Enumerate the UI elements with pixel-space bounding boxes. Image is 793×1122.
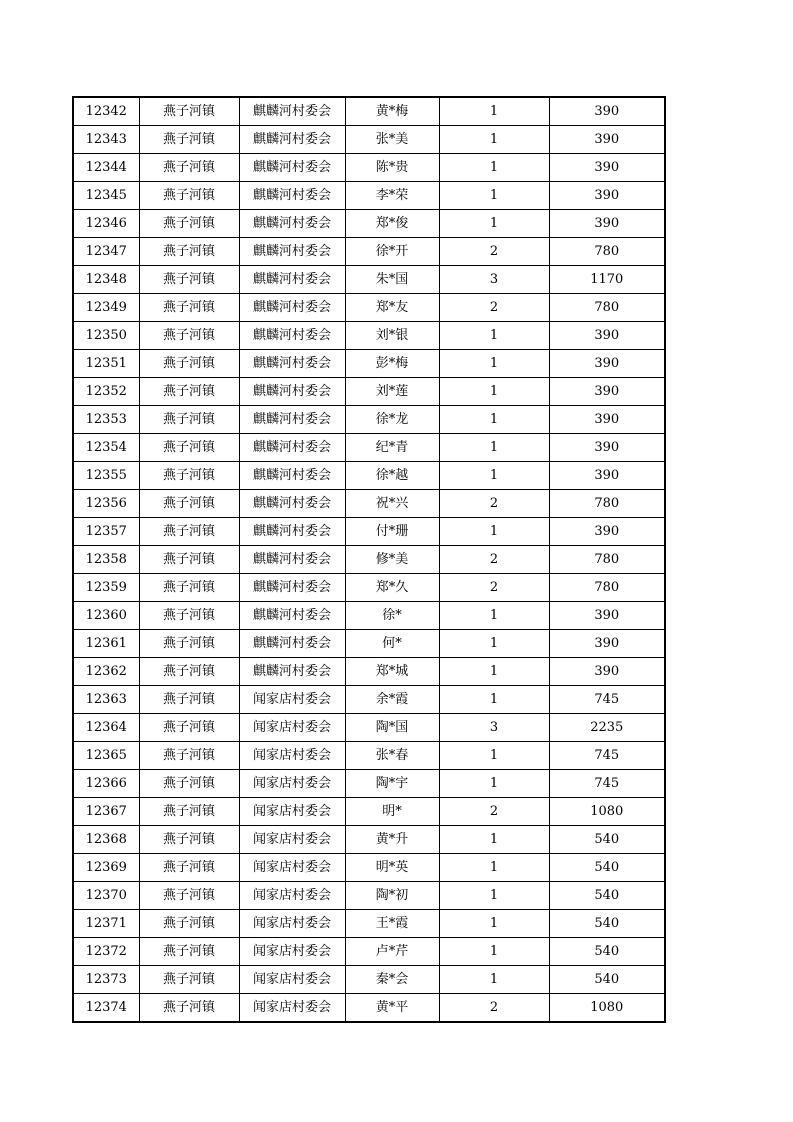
village-committee-cell: 闻家店村委会 bbox=[239, 714, 345, 742]
village-committee-cell: 闻家店村委会 bbox=[239, 742, 345, 770]
amount-cell: 390 bbox=[549, 154, 665, 182]
town-cell: 燕子河镇 bbox=[139, 378, 239, 406]
count-cell: 3 bbox=[439, 714, 549, 742]
name-cell: 陶*宇 bbox=[345, 770, 439, 798]
amount-cell: 390 bbox=[549, 378, 665, 406]
table-row bbox=[73, 434, 665, 462]
name-cell: 刘*莲 bbox=[345, 378, 439, 406]
name-cell: 刘*银 bbox=[345, 322, 439, 350]
count-cell: 1 bbox=[439, 882, 549, 910]
name-cell: 张*春 bbox=[345, 742, 439, 770]
amount-cell: 540 bbox=[549, 910, 665, 938]
row-number-cell: 12361 bbox=[73, 630, 139, 658]
row-number-cell: 12352 bbox=[73, 378, 139, 406]
count-cell: 1 bbox=[439, 910, 549, 938]
village-committee-cell: 闻家店村委会 bbox=[239, 994, 345, 1023]
village-committee-cell: 麒麟河村委会 bbox=[239, 462, 345, 490]
row-number-cell: 12363 bbox=[73, 686, 139, 714]
table-row bbox=[73, 546, 665, 574]
amount-cell: 780 bbox=[549, 294, 665, 322]
name-cell: 徐*龙 bbox=[345, 406, 439, 434]
name-cell: 黄*平 bbox=[345, 994, 439, 1023]
town-cell: 燕子河镇 bbox=[139, 910, 239, 938]
table-row bbox=[73, 574, 665, 602]
row-number-cell: 12353 bbox=[73, 406, 139, 434]
count-cell: 1 bbox=[439, 434, 549, 462]
count-cell: 2 bbox=[439, 994, 549, 1023]
name-cell: 陶*初 bbox=[345, 882, 439, 910]
table-row bbox=[73, 938, 665, 966]
amount-cell: 390 bbox=[549, 630, 665, 658]
town-cell: 燕子河镇 bbox=[139, 210, 239, 238]
table-row bbox=[73, 182, 665, 210]
table-row bbox=[73, 378, 665, 406]
name-cell: 郑*友 bbox=[345, 294, 439, 322]
town-cell: 燕子河镇 bbox=[139, 434, 239, 462]
village-committee-cell: 闻家店村委会 bbox=[239, 966, 345, 994]
row-number-cell: 12345 bbox=[73, 182, 139, 210]
count-cell: 1 bbox=[439, 826, 549, 854]
village-committee-cell: 麒麟河村委会 bbox=[239, 97, 345, 126]
row-number-cell: 12367 bbox=[73, 798, 139, 826]
village-committee-cell: 闻家店村委会 bbox=[239, 938, 345, 966]
town-cell: 燕子河镇 bbox=[139, 154, 239, 182]
town-cell: 燕子河镇 bbox=[139, 602, 239, 630]
village-committee-cell: 麒麟河村委会 bbox=[239, 406, 345, 434]
amount-cell: 780 bbox=[549, 490, 665, 518]
town-cell: 燕子河镇 bbox=[139, 882, 239, 910]
village-committee-cell: 麒麟河村委会 bbox=[239, 266, 345, 294]
table-row bbox=[73, 406, 665, 434]
table-row bbox=[73, 126, 665, 154]
row-number-cell: 12354 bbox=[73, 434, 139, 462]
town-cell: 燕子河镇 bbox=[139, 742, 239, 770]
count-cell: 3 bbox=[439, 266, 549, 294]
town-cell: 燕子河镇 bbox=[139, 294, 239, 322]
row-number-cell: 12355 bbox=[73, 462, 139, 490]
village-committee-cell: 麒麟河村委会 bbox=[239, 434, 345, 462]
town-cell: 燕子河镇 bbox=[139, 266, 239, 294]
town-cell: 燕子河镇 bbox=[139, 182, 239, 210]
village-committee-cell: 麒麟河村委会 bbox=[239, 154, 345, 182]
table-row bbox=[73, 154, 665, 182]
name-cell: 郑*城 bbox=[345, 658, 439, 686]
name-cell: 彭*梅 bbox=[345, 350, 439, 378]
village-committee-cell: 麒麟河村委会 bbox=[239, 238, 345, 266]
town-cell: 燕子河镇 bbox=[139, 490, 239, 518]
town-cell: 燕子河镇 bbox=[139, 126, 239, 154]
village-committee-cell: 麒麟河村委会 bbox=[239, 602, 345, 630]
amount-cell: 390 bbox=[549, 210, 665, 238]
count-cell: 2 bbox=[439, 490, 549, 518]
town-cell: 燕子河镇 bbox=[139, 322, 239, 350]
table-row bbox=[73, 518, 665, 546]
amount-cell: 540 bbox=[549, 938, 665, 966]
name-cell: 何* bbox=[345, 630, 439, 658]
count-cell: 1 bbox=[439, 938, 549, 966]
name-cell: 徐*越 bbox=[345, 462, 439, 490]
count-cell: 2 bbox=[439, 546, 549, 574]
table-body bbox=[73, 97, 665, 1022]
amount-cell: 390 bbox=[549, 322, 665, 350]
amount-cell: 1080 bbox=[549, 798, 665, 826]
amount-cell: 1170 bbox=[549, 266, 665, 294]
amount-cell: 390 bbox=[549, 658, 665, 686]
town-cell: 燕子河镇 bbox=[139, 686, 239, 714]
count-cell: 1 bbox=[439, 378, 549, 406]
row-number-cell: 12362 bbox=[73, 658, 139, 686]
table-row bbox=[73, 770, 665, 798]
table-row bbox=[73, 294, 665, 322]
row-number-cell: 12371 bbox=[73, 910, 139, 938]
village-committee-cell: 麒麟河村委会 bbox=[239, 378, 345, 406]
table-row bbox=[73, 714, 665, 742]
town-cell: 燕子河镇 bbox=[139, 518, 239, 546]
table-row bbox=[73, 854, 665, 882]
table-row bbox=[73, 658, 665, 686]
village-committee-cell: 麒麟河村委会 bbox=[239, 658, 345, 686]
row-number-cell: 12350 bbox=[73, 322, 139, 350]
count-cell: 1 bbox=[439, 406, 549, 434]
name-cell: 陈*贵 bbox=[345, 154, 439, 182]
table-row bbox=[73, 882, 665, 910]
table-row bbox=[73, 97, 665, 126]
count-cell: 1 bbox=[439, 126, 549, 154]
town-cell: 燕子河镇 bbox=[139, 658, 239, 686]
name-cell: 秦*会 bbox=[345, 966, 439, 994]
count-cell: 1 bbox=[439, 854, 549, 882]
amount-cell: 540 bbox=[549, 826, 665, 854]
town-cell: 燕子河镇 bbox=[139, 994, 239, 1023]
table-row bbox=[73, 630, 665, 658]
row-number-cell: 12344 bbox=[73, 154, 139, 182]
amount-cell: 390 bbox=[549, 602, 665, 630]
row-number-cell: 12347 bbox=[73, 238, 139, 266]
count-cell: 1 bbox=[439, 210, 549, 238]
amount-cell: 2235 bbox=[549, 714, 665, 742]
amount-cell: 390 bbox=[549, 462, 665, 490]
table-row bbox=[73, 602, 665, 630]
village-committee-cell: 闻家店村委会 bbox=[239, 686, 345, 714]
name-cell: 付*珊 bbox=[345, 518, 439, 546]
row-number-cell: 12369 bbox=[73, 854, 139, 882]
amount-cell: 390 bbox=[549, 518, 665, 546]
row-number-cell: 12366 bbox=[73, 770, 139, 798]
count-cell: 1 bbox=[439, 462, 549, 490]
row-number-cell: 12342 bbox=[73, 97, 139, 126]
row-number-cell: 12343 bbox=[73, 126, 139, 154]
name-cell: 朱*国 bbox=[345, 266, 439, 294]
amount-cell: 1080 bbox=[549, 994, 665, 1023]
row-number-cell: 12357 bbox=[73, 518, 139, 546]
name-cell: 徐* bbox=[345, 602, 439, 630]
village-committee-cell: 麒麟河村委会 bbox=[239, 210, 345, 238]
town-cell: 燕子河镇 bbox=[139, 350, 239, 378]
table-row bbox=[73, 994, 665, 1023]
count-cell: 1 bbox=[439, 770, 549, 798]
row-number-cell: 12373 bbox=[73, 966, 139, 994]
name-cell: 张*美 bbox=[345, 126, 439, 154]
row-number-cell: 12374 bbox=[73, 994, 139, 1023]
row-number-cell: 12351 bbox=[73, 350, 139, 378]
amount-cell: 540 bbox=[549, 882, 665, 910]
count-cell: 1 bbox=[439, 154, 549, 182]
amount-cell: 390 bbox=[549, 406, 665, 434]
town-cell: 燕子河镇 bbox=[139, 406, 239, 434]
name-cell: 黄*升 bbox=[345, 826, 439, 854]
row-number-cell: 12359 bbox=[73, 574, 139, 602]
town-cell: 燕子河镇 bbox=[139, 630, 239, 658]
name-cell: 卢*芹 bbox=[345, 938, 439, 966]
amount-cell: 390 bbox=[549, 182, 665, 210]
town-cell: 燕子河镇 bbox=[139, 826, 239, 854]
name-cell: 徐*开 bbox=[345, 238, 439, 266]
row-number-cell: 12365 bbox=[73, 742, 139, 770]
town-cell: 燕子河镇 bbox=[139, 97, 239, 126]
village-committee-cell: 麒麟河村委会 bbox=[239, 294, 345, 322]
count-cell: 1 bbox=[439, 602, 549, 630]
row-number-cell: 12360 bbox=[73, 602, 139, 630]
village-committee-cell: 闻家店村委会 bbox=[239, 798, 345, 826]
row-number-cell: 12349 bbox=[73, 294, 139, 322]
name-cell: 王*霞 bbox=[345, 910, 439, 938]
name-cell: 明*英 bbox=[345, 854, 439, 882]
table-row bbox=[73, 350, 665, 378]
name-cell: 郑*俊 bbox=[345, 210, 439, 238]
village-committee-cell: 麒麟河村委会 bbox=[239, 518, 345, 546]
town-cell: 燕子河镇 bbox=[139, 574, 239, 602]
row-number-cell: 12364 bbox=[73, 714, 139, 742]
amount-cell: 780 bbox=[549, 238, 665, 266]
amount-cell: 745 bbox=[549, 770, 665, 798]
village-committee-cell: 麒麟河村委会 bbox=[239, 322, 345, 350]
count-cell: 1 bbox=[439, 686, 549, 714]
table-row bbox=[73, 910, 665, 938]
town-cell: 燕子河镇 bbox=[139, 854, 239, 882]
town-cell: 燕子河镇 bbox=[139, 938, 239, 966]
name-cell: 明* bbox=[345, 798, 439, 826]
count-cell: 1 bbox=[439, 966, 549, 994]
count-cell: 1 bbox=[439, 630, 549, 658]
table-row bbox=[73, 966, 665, 994]
table-row bbox=[73, 798, 665, 826]
amount-cell: 745 bbox=[549, 686, 665, 714]
count-cell: 2 bbox=[439, 574, 549, 602]
row-number-cell: 12368 bbox=[73, 826, 139, 854]
village-committee-cell: 麒麟河村委会 bbox=[239, 126, 345, 154]
name-cell: 陶*国 bbox=[345, 714, 439, 742]
village-committee-cell: 闻家店村委会 bbox=[239, 826, 345, 854]
village-committee-cell: 闻家店村委会 bbox=[239, 910, 345, 938]
table-row bbox=[73, 742, 665, 770]
amount-cell: 780 bbox=[549, 574, 665, 602]
town-cell: 燕子河镇 bbox=[139, 714, 239, 742]
name-cell: 黄*梅 bbox=[345, 97, 439, 126]
count-cell: 2 bbox=[439, 798, 549, 826]
row-number-cell: 12346 bbox=[73, 210, 139, 238]
table-row bbox=[73, 266, 665, 294]
town-cell: 燕子河镇 bbox=[139, 546, 239, 574]
name-cell: 修*美 bbox=[345, 546, 439, 574]
table-row bbox=[73, 462, 665, 490]
village-committee-cell: 闻家店村委会 bbox=[239, 882, 345, 910]
village-committee-cell: 麒麟河村委会 bbox=[239, 574, 345, 602]
amount-cell: 745 bbox=[549, 742, 665, 770]
town-cell: 燕子河镇 bbox=[139, 798, 239, 826]
village-committee-cell: 麒麟河村委会 bbox=[239, 350, 345, 378]
name-cell: 祝*兴 bbox=[345, 490, 439, 518]
table-row bbox=[73, 210, 665, 238]
count-cell: 1 bbox=[439, 350, 549, 378]
count-cell: 1 bbox=[439, 322, 549, 350]
count-cell: 1 bbox=[439, 182, 549, 210]
table-row bbox=[73, 322, 665, 350]
name-cell: 余*霞 bbox=[345, 686, 439, 714]
data-table bbox=[72, 96, 666, 1023]
row-number-cell: 12370 bbox=[73, 882, 139, 910]
row-number-cell: 12358 bbox=[73, 546, 139, 574]
town-cell: 燕子河镇 bbox=[139, 770, 239, 798]
town-cell: 燕子河镇 bbox=[139, 238, 239, 266]
village-committee-cell: 闻家店村委会 bbox=[239, 770, 345, 798]
amount-cell: 390 bbox=[549, 97, 665, 126]
village-committee-cell: 麒麟河村委会 bbox=[239, 630, 345, 658]
count-cell: 1 bbox=[439, 658, 549, 686]
table-row bbox=[73, 826, 665, 854]
table-row bbox=[73, 686, 665, 714]
village-committee-cell: 麒麟河村委会 bbox=[239, 546, 345, 574]
count-cell: 2 bbox=[439, 294, 549, 322]
count-cell: 1 bbox=[439, 97, 549, 126]
village-committee-cell: 麒麟河村委会 bbox=[239, 490, 345, 518]
table-row bbox=[73, 238, 665, 266]
amount-cell: 390 bbox=[549, 350, 665, 378]
name-cell: 李*荣 bbox=[345, 182, 439, 210]
amount-cell: 780 bbox=[549, 546, 665, 574]
name-cell: 纪*青 bbox=[345, 434, 439, 462]
amount-cell: 390 bbox=[549, 126, 665, 154]
row-number-cell: 12356 bbox=[73, 490, 139, 518]
count-cell: 2 bbox=[439, 238, 549, 266]
row-number-cell: 12372 bbox=[73, 938, 139, 966]
town-cell: 燕子河镇 bbox=[139, 462, 239, 490]
amount-cell: 540 bbox=[549, 854, 665, 882]
amount-cell: 540 bbox=[549, 966, 665, 994]
village-committee-cell: 闻家店村委会 bbox=[239, 854, 345, 882]
count-cell: 1 bbox=[439, 518, 549, 546]
row-number-cell: 12348 bbox=[73, 266, 139, 294]
count-cell: 1 bbox=[439, 742, 549, 770]
name-cell: 郑*久 bbox=[345, 574, 439, 602]
town-cell: 燕子河镇 bbox=[139, 966, 239, 994]
village-committee-cell: 麒麟河村委会 bbox=[239, 182, 345, 210]
table-row bbox=[73, 490, 665, 518]
amount-cell: 390 bbox=[549, 434, 665, 462]
